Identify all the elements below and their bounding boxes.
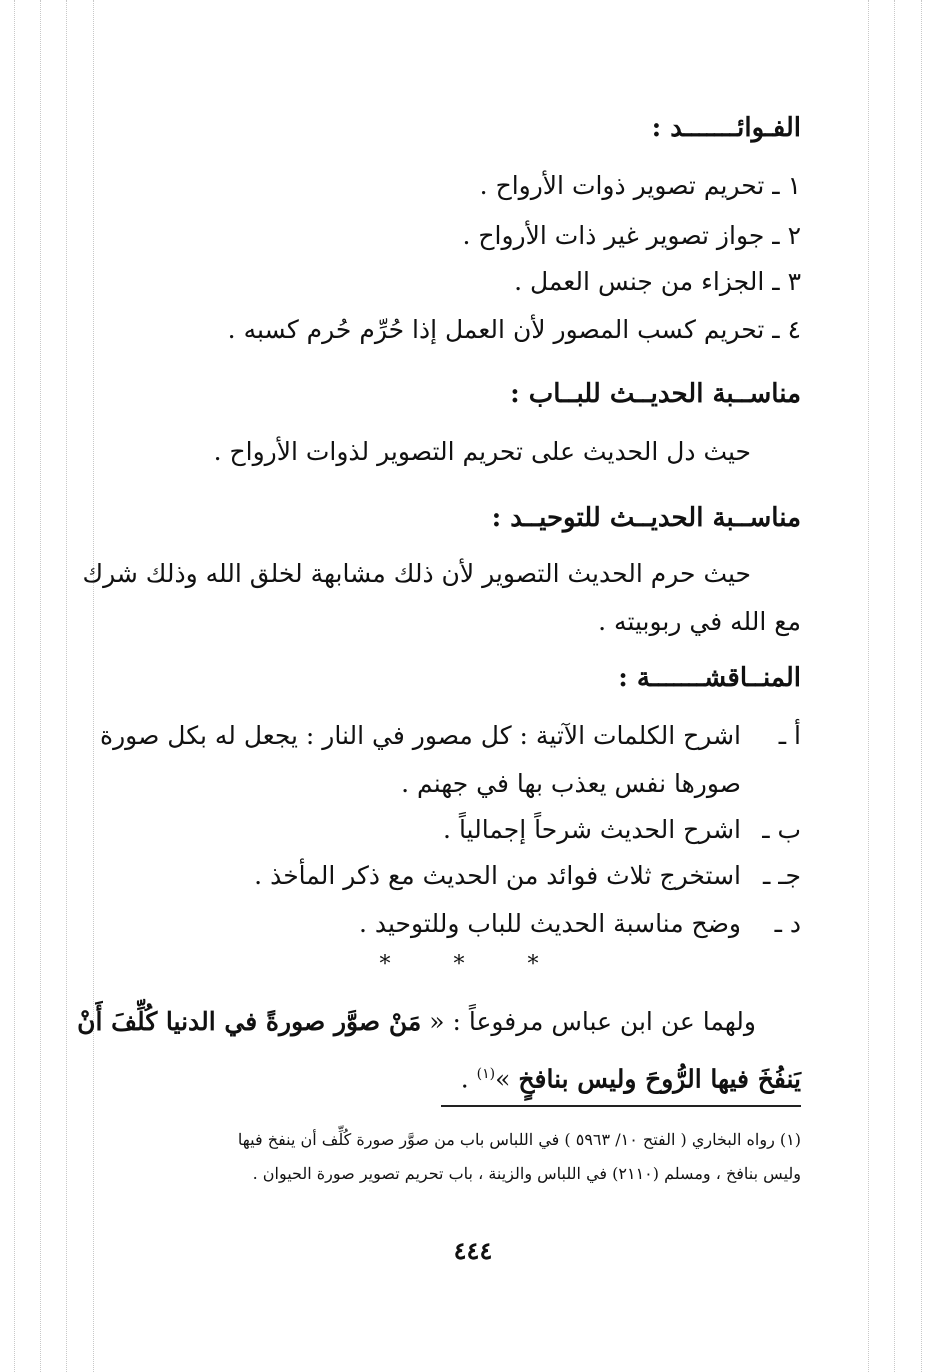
question-mark: أ ـ — [778, 721, 801, 750]
hadith-intro: ولهما عن ابن عباس مرفوعاً : « — [429, 1007, 756, 1036]
item-number: ٣ ـ — [772, 267, 801, 296]
scan-artifact-line — [93, 0, 94, 1372]
scan-artifact-line — [868, 0, 869, 1372]
page-number: ٤٤٤ — [453, 1236, 493, 1265]
question-text: استخرج ثلاث فوائد من الحديث مع ذكر المأخذ . — [254, 861, 741, 890]
fawaid-item — [110, 264, 801, 300]
item-text: تحريم تصوير ذوات الأرواح . — [479, 171, 765, 200]
hadith-text: يَنفُخَ فيها الرُّوحَ وليس بنافخٍ — [518, 1064, 801, 1094]
hadith-line-2 — [110, 1056, 801, 1097]
item-number: ٤ ـ — [772, 315, 801, 344]
question-text: وضح مناسبة الحديث للباب وللتوحيد . — [358, 909, 741, 938]
item-text: جواز تصوير غير ذات الأرواح . — [462, 221, 765, 250]
munasaba-bab-heading: مناســبة الحديــث للبــاب : — [510, 379, 801, 409]
footnote-line: وليس بنافخ ، ومسلم (٢١١٠) في اللباس والزينة ، باب تحريم تصوير صورة الحيوان . — [252, 1164, 801, 1183]
item-number: ١ ـ — [772, 171, 801, 200]
hadith-line-1 — [77, 1004, 756, 1040]
scan-artifact-line — [14, 0, 15, 1372]
quote-close: » — [495, 1064, 511, 1094]
question-text: اشرح الحديث شرحاً إجمالياً . — [443, 815, 741, 844]
fawaid-item — [110, 312, 801, 348]
question-mark: ب ـ — [762, 815, 801, 844]
item-text: تحريم كسب المصور لأن العمل إذا حُرِّم حُرم كسبه . — [227, 315, 765, 344]
fawaid-item — [110, 218, 801, 254]
footnote-divider — [441, 1105, 801, 1107]
scan-artifact-line — [921, 0, 922, 1372]
footnote-line: (١) رواه البخاري ( الفتح ١٠/ ٥٩٦٣ ) في اللباس باب من صوَّر صورة كُلِّف أن ينفخ فيها — [237, 1130, 801, 1149]
fawaid-heading: الفـوائـــــــد : — [651, 113, 801, 143]
munasaba-tawhid-line: مع الله في ربوبيته . — [598, 607, 801, 636]
discussion-question — [110, 812, 801, 848]
question-mark: جـ ـ — [762, 861, 801, 890]
footnote-ref: (١) — [476, 1066, 496, 1082]
question-text: اشرح الكلمات الآتية : كل مصور في النار : يجعل له بكل صورة — [100, 721, 741, 750]
munasaba-tawhid-line: حيث حرم الحديث التصوير لأن ذلك مشابهة لخلق الله وذلك شرك — [82, 559, 751, 588]
discussion-question — [110, 858, 801, 894]
section-separator: * * * — [379, 952, 567, 977]
sentence-end: . — [460, 1064, 469, 1094]
discussion-question — [110, 906, 801, 942]
scan-artifact-line — [40, 0, 41, 1372]
item-text: الجزاء من جنس العمل . — [514, 267, 765, 296]
question-mark: د ـ — [774, 909, 801, 938]
hadith-text: مَنْ صوَّر صورةً في الدنيا كُلِّفَ أَنْ — [77, 1007, 422, 1036]
scan-artifact-line — [894, 0, 895, 1372]
question-continuation: صورها نفس يعذب بها في جهنم . — [401, 769, 741, 798]
munaqasha-heading: المنــاقشـــــــة : — [618, 663, 801, 693]
discussion-question — [100, 718, 801, 754]
item-number: ٢ ـ — [772, 221, 801, 250]
munasaba-bab-text: حيث دل الحديث على تحريم التصوير لذوات الأرواح . — [213, 437, 751, 466]
scan-artifact-line — [66, 0, 67, 1372]
munasaba-tawhid-heading: مناســبة الحديــث للتوحيــد : — [491, 503, 801, 533]
fawaid-item — [110, 168, 801, 204]
